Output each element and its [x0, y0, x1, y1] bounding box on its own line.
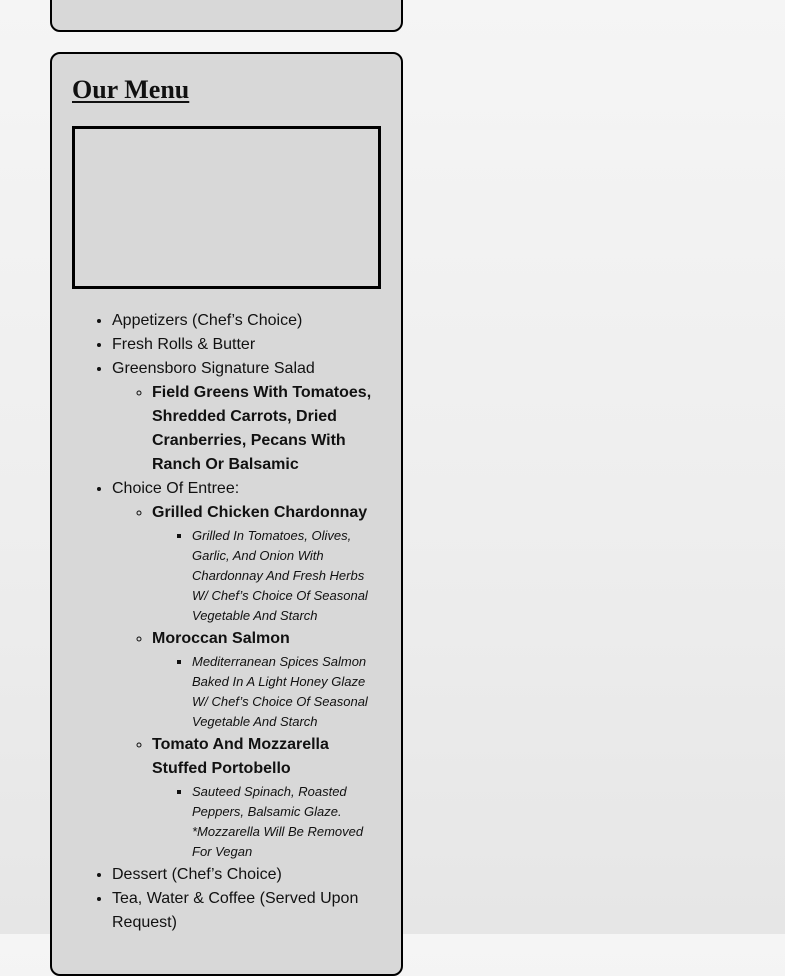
entree-name: Moroccan Salmon: [152, 630, 290, 647]
entree-salmon: [152, 627, 382, 732]
menu-card: [50, 52, 403, 976]
menu-item-drinks: [112, 887, 382, 935]
menu-item-rolls: [112, 333, 382, 357]
entree-chicken: [152, 501, 382, 626]
previous-section-card: [50, 0, 403, 32]
menu-item-label: Fresh Rolls & Butter: [112, 336, 256, 353]
entree-name: Grilled Chicken Chardonnay: [152, 504, 368, 521]
menu-list: [72, 309, 382, 935]
menu-item-salad: [112, 357, 382, 477]
entree-description-text: Grilled In Tomatoes, Olives, Garlic, And Onion With Chardonnay And Fresh Herbs W/ Chef’s Choice Of Seasonal Vegetable And Starch: [192, 528, 368, 623]
menu-item-entree: [112, 477, 382, 862]
menu-title: Our Menu: [72, 75, 190, 104]
salad-description: [152, 381, 382, 477]
menu-item-dessert: [112, 863, 382, 887]
entree-description-text: Mediterranean Spices Salmon Baked In A Light Honey Glaze W/ Chef’s Choice Of Seasonal Vegetable And Starch: [192, 654, 368, 729]
entree-sub-list: [112, 501, 382, 862]
entree-desc-list: [152, 526, 382, 626]
entree-description: [192, 782, 382, 862]
menu-item-label: Dessert (Chef’s Choice): [112, 866, 282, 883]
entree-portobello: [152, 733, 382, 862]
entree-description: [192, 526, 382, 626]
menu-item-label: Choice Of Entree:: [112, 480, 240, 497]
entree-name: Tomato And Mozzarella Stuffed Portobello: [152, 736, 329, 777]
entree-description-text: Sauteed Spinach, Roasted Peppers, Balsamic Glaze. *Mozzarella Will Be Removed For Vegan: [192, 784, 364, 859]
menu-item-label: Appetizers (Chef’s Choice): [112, 312, 303, 329]
entree-desc-list: [152, 652, 382, 732]
menu-item-label: Tea, Water & Coffee (Served Upon Request): [112, 890, 359, 931]
salad-description-text: Field Greens With Tomatoes, Shredded Carrots, Dried Cranberries, Pecans With Ranch Or Balsamic: [152, 384, 372, 473]
entree-desc-list: [152, 782, 382, 862]
entree-description: [192, 652, 382, 732]
salad-sub-list: [112, 381, 382, 477]
menu-image-placeholder: [72, 126, 381, 289]
menu-item-appetizers: [112, 309, 382, 333]
menu-item-label: Greensboro Signature Salad: [112, 360, 315, 377]
